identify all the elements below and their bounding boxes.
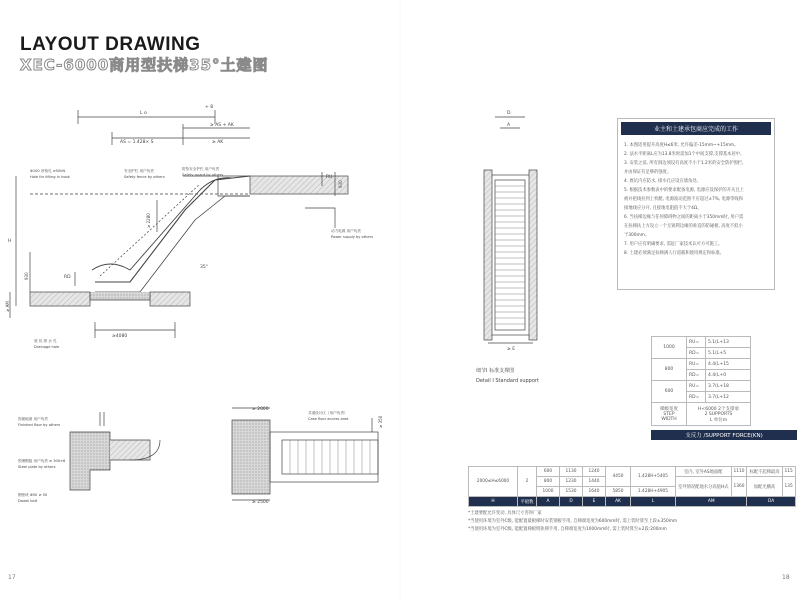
support-force-table [651, 336, 751, 426]
label-350: ≥ 350 [378, 415, 383, 428]
label-shim-en: Dowel bolt [18, 499, 38, 503]
note-item: 3. 安装之前, 所有洞边须设有高度不小于1.2米的安全防护围栏, [624, 161, 744, 166]
side-elevation [10, 110, 348, 338]
table-row: 800 RU= 4.4(L+15 [652, 359, 751, 370]
note-item: 6. 当扶梯边缘与任何障碍物之间的距离小于350mm时, 用户需 [624, 215, 744, 220]
step-width-label: 梯级宽度 STEP WIDTH [652, 403, 687, 426]
label-safety-fence-en: Safety fence by others [124, 175, 165, 179]
table-row: RD= 3.7(L+12 [652, 392, 751, 403]
note-item: 4. 底坑内应防水, 排水孔应设在墙角处。 [624, 179, 701, 184]
table-header-row: H 平板数 A D E AK L AM DA [469, 497, 796, 507]
side-elevation-labels [5, 104, 373, 349]
label-ru: RU [326, 175, 333, 180]
label-steel-plate: 预埋钢板 用户负责 ≥ 300×6 [18, 459, 66, 463]
note-item: 8. 土建必须满足扶梯满人行道载和使用规定和标准。 [624, 251, 724, 256]
contractor-notes [617, 118, 775, 290]
label-shim: 钢垫块 Φ50 ≥ 50 [18, 493, 48, 497]
footnote: *当使用环境为室外C级, 能配置最板梯时安装钢板手用, 自梯端宽度为600mm时, 需上装时算至上段±350mm [468, 519, 678, 524]
label-safety-guard: 防坠安全护栏 用户负责 [182, 167, 220, 171]
label-d: D [507, 111, 511, 116]
note-item: 并由保证有足够的强度。 [624, 170, 672, 175]
label-35: 35° [200, 265, 208, 270]
support-detail-left-labels [18, 416, 66, 503]
table-row: 600 RU= 3.7(L+18 [652, 381, 751, 392]
label-detail-cn: 细节Ⅰ 标准支撑图 [476, 368, 515, 374]
table-row: 2000≤H≤6000 2 600 1130 1240 4450 1.428H+5405 室内, 室外AS地面配 1110 标配不起梯最高 115 [469, 467, 796, 477]
label-2280: ≥ 2280 [146, 213, 151, 228]
label-access-cn: 井道设计区（用户负责） [308, 411, 348, 415]
label-finished-floor: 饰面地面 用户负责 [18, 417, 48, 421]
label-a: A [507, 123, 511, 128]
label-power: 动力电源 用户负责 [331, 229, 361, 233]
label-safety-guard-en: Safety guard by others [182, 173, 224, 177]
note-item: 于300mm。 [624, 233, 650, 238]
label-2500: ≥ 2500 [252, 500, 269, 505]
page-title: LAYOUT DRAWING [20, 34, 201, 55]
plan-view-labels [252, 406, 383, 505]
label-drainage: 底 坑 排 水 孔 [34, 339, 57, 343]
label-ak: ≥ AK [212, 140, 224, 145]
label-access-en: Case floor access area [308, 417, 349, 421]
label-detail-en: Detail Ⅰ Standard support [476, 378, 539, 384]
label-hoist-hole: Φ100 吊钩孔 ≥50kN [30, 169, 66, 173]
table-row: RD= 4.4(L+0 [652, 370, 751, 381]
page-subtitle: XEC-6000商用型扶梯35°土建图 [20, 56, 269, 74]
table-row: 1000 RU= 5.1(L+13 [652, 337, 751, 348]
table-row: RD= 5.1(L+5 [652, 348, 751, 359]
notes-body [618, 135, 774, 258]
footnote: *土建要配允许变动, 具体尺寸咨询厂家 [468, 511, 542, 516]
label-hoist-hole-en: Hole for lifting in hook [30, 175, 70, 179]
notes-heading: 业主和土建承包商应完成的工作 [621, 122, 771, 135]
support-detail-left [70, 412, 160, 490]
label-2000: ≥ 2000 [252, 407, 269, 412]
label-rd: RD [64, 275, 71, 280]
label-finished-floor-en: Finished floor by others [18, 423, 61, 427]
table-row: 800 1230 1440 室外情况配地水分高值H式 1360 加配光栅高 135 [469, 477, 796, 487]
note-item: 2. 法水平距离L应为13.8米时需加1个中间支撑,支撑基本居中。 [624, 152, 745, 157]
plan-view [232, 408, 378, 500]
page-number-right: 18 [782, 574, 790, 581]
table-row [652, 403, 751, 426]
label-930-bottom: 930 [24, 272, 29, 280]
label-4080: ≥4080 [112, 334, 128, 339]
note-item: 1. 本图适用提升高度H≤6米, 允许偏差-15mm~+15mm。 [624, 143, 739, 148]
front-elevation [484, 117, 537, 343]
label-power-en: Power supply by others [331, 235, 373, 239]
label-steel-plate-en: Steel plate by others [18, 465, 56, 469]
supports-note: H<6000 2个支撑承 2 SUPPORTS L 单位m [687, 403, 751, 426]
note-item: 被并把线拉到上机舱, 电源波动范围不应超过±7%, 电源零线和 [624, 197, 744, 202]
footnotes [468, 510, 677, 534]
label-safety-fence: 安全护栏 用户负责 [124, 169, 154, 173]
label-am: ≥ AM [5, 301, 10, 312]
label-lo: L o [140, 111, 147, 116]
support-force-footer: 支反力 /SUPPORT FORCE(KN) [651, 430, 797, 440]
footnote: *当使用环境为室外C级, 能配置梯板明轨梯手用, 自梯端宽度为1000mm时, 需上装时算至±2段:200mm [468, 527, 667, 532]
page-number-left: 17 [8, 574, 16, 581]
label-l-plus: + 8 [205, 105, 214, 110]
label-e: ≥ E [507, 347, 516, 352]
note-item: 7. 用户应有明确要求, 需征厂家技术认可方可施工。 [624, 242, 723, 247]
note-item: 在扶梯扶上方设立一个无锐利边缘的垂直的防碰板, 高度不低小 [624, 224, 743, 229]
note-item: 5. 根据技术参数表中的要求配备电源, 电源应设保护的开关且上 [624, 188, 744, 193]
label-h: H [8, 239, 12, 244]
label-930-top: 930 [338, 180, 343, 188]
note-item: 接地线应分开, 且接地电阻值不大于4Ω。 [624, 206, 702, 211]
label-as-ak: ≥ AS + AK [210, 123, 234, 128]
dimension-table [468, 466, 796, 507]
label-drainage-en: Drainage hole [34, 345, 60, 349]
label-as-eq: AS = 1.428× S [120, 140, 154, 145]
table-row: 1000 1530 1640 5850 1.428H+4905 [469, 487, 796, 497]
